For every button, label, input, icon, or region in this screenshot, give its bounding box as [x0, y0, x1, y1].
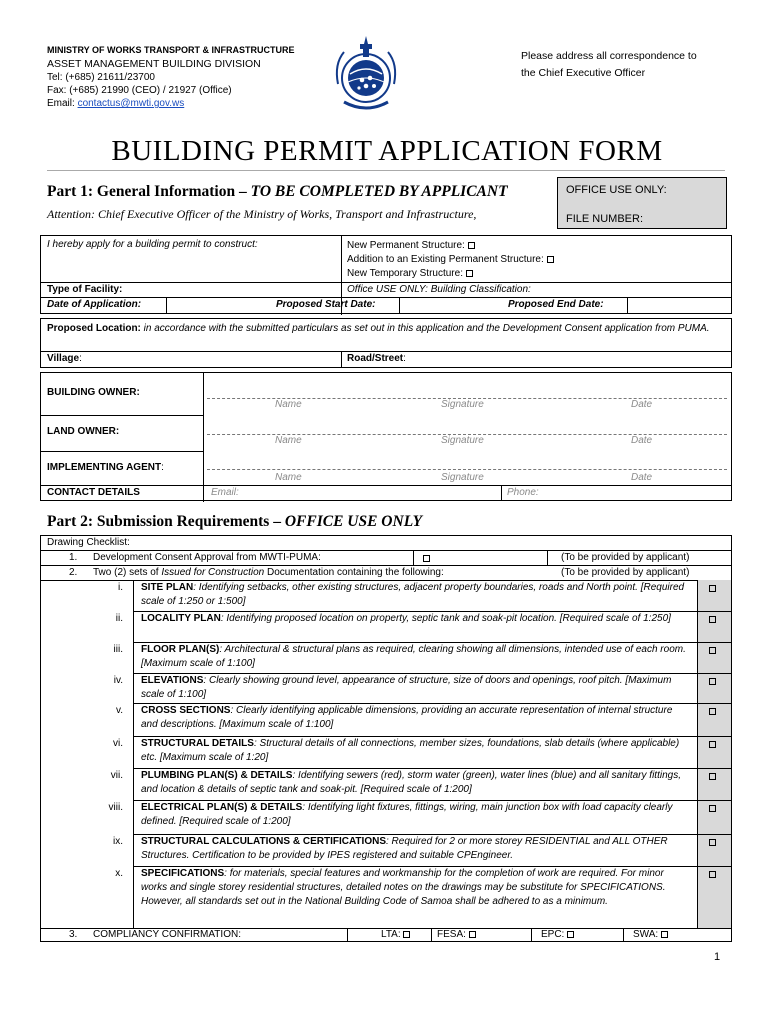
item-construction-documents: Two (2) sets of Issued for Construction Documentation containing the following:	[93, 567, 444, 578]
building-owner-label: BUILDING OWNER:	[47, 387, 140, 398]
implementing-agent-line[interactable]	[207, 469, 727, 470]
page-number: 1	[714, 951, 721, 963]
checkbox[interactable]	[709, 805, 716, 812]
division-name: ASSET MANAGEMENT BUILDING DIVISION	[47, 58, 261, 70]
checklist-heading: Drawing Checklist:	[47, 537, 130, 548]
letterhead	[47, 44, 327, 110]
checkbox[interactable]	[547, 256, 554, 263]
file-number-label: FILE NUMBER:	[566, 213, 644, 225]
email-link[interactable]: contactus@mwti.gov.ws	[77, 98, 185, 109]
fesa-check[interactable]: FESA:	[437, 929, 476, 940]
date-of-application-label: Date of Application:	[47, 299, 142, 310]
checkbox[interactable]	[567, 931, 574, 938]
office-use-label: OFFICE USE ONLY:	[566, 184, 667, 196]
construction-type-block	[40, 235, 732, 314]
checkbox[interactable]	[423, 555, 430, 562]
checkbox[interactable]	[469, 931, 476, 938]
checklist-subitem: v. CROSS SECTIONS: Clearly identifying applicable dimensions, providing an accurate representation of internal structure and descriptions. [Maximum scale of 1:100]	[41, 703, 731, 736]
part1-heading: Part 1: General Information – TO BE COMPLETED BY APPLICANT	[47, 183, 508, 200]
lta-check[interactable]: LTA:	[381, 929, 410, 940]
checklist-subitem: viii. ELECTRICAL PLAN(S) & DETAILS: Identifying light fixtures, fittings, wiring, main junction box with load capacity clearly defined. [Required scale of 1:200]	[41, 800, 731, 834]
owners-block: BUILDING OWNER: Name Signature Date LAND OWNER: Name Signature Date IMPLEMENTING AGENT: Name Signature Date CONTACT DETAILS Email: Phone:	[40, 372, 732, 501]
checklist-subitem: vii. PLUMBING PLAN(S) & DETAILS: Identifying sewers (red), storm water (green), water lines (blue) and all sanitary fittings, and location & details of septic tank and soak-pit. [Required scale of 1:200]	[41, 768, 731, 800]
implementing-agent-label: IMPLEMENTING AGENT:	[47, 462, 164, 473]
ministry-name: MINISTRY OF WORKS TRANSPORT & INFRASTRUCTURE	[47, 45, 295, 55]
proposed-location-text: Proposed Location: in accordance with the submitted particulars as set out in this application and the Development Consent application from PUMA.	[47, 323, 710, 334]
checkbox[interactable]	[709, 647, 716, 654]
checklist-subitem: vi. STRUCTURAL DETAILS: Structural details of all connections, member sizes, foundations, slab details (where applicable) etc. [Maximum scale of 1:20]	[41, 736, 731, 768]
checkbox[interactable]	[709, 708, 716, 715]
option-new-temporary[interactable]: New Temporary Structure:	[347, 267, 554, 281]
submission-checklist: Drawing Checklist: 1. Development Consent Approval from MWTI-PUMA: (To be provided by applicant) 2. Two (2) sets of Issued for Construction Documentation containing the following: (To be provided by applicant) i. SITE PLAN: Identifying setbacks, other existing structures, adjacent property boundaries, roads and North point. [Required scale of 1:250 or 1:500] ii. LOCALITY PLAN: Identifying proposed location on property, septic tank and soak-pit location. [Required scale of 1:250] iii. FLOOR PLAN(S): Architectural & structural plans as required, clearing showing all dimensions, intended use of each room.[Maximum scale of 1:100] iv. ELEVATIONS: Clearly showing ground level, appearance of structure, size of doors and openings, roof pitch. [Maximum scale of 1:100] v. CROSS SECTIONS: Clearly identifying applicable dimensions, providing an accurate representation of internal structure and descriptions. [Maximum scale of 1:100] vi. STRUCTURAL DETAILS: Structural details of all connections, member sizes, foundations, slab details (where applicable) etc. [Maximum scale of 1:20] vii. PLUMBING PLAN(S) & DETAILS: Identifying sewers (red), storm water (green), water lines (blue) and all sanitary fittings, and location & details of septic tank and soak-pit. [Required scale of 1:200] viii. ELECTRICAL PLAN(S) & DETAILS: Identifying light fixtures, fittings, wiring, main junction box with load capacity clearly defined. [Required scale of 1:200] ix. STRUCTURAL CALCULATIONS & CERTIFICATIONS: Required for 2 or more storey RESIDENTIAL and ALL OTHER Structures. Certification to be provided by IPES registered and suitable CPEngineer. x. SPECIFICATIONS: for materials, special features and workmanship for the completion of work are required. For minor works and single storey residential structures, detailed notes on the drawings may be substitute for SPECIFICATIONS. However, all standards set out in the National Building Code of Samoa shall be adhered to as a minimum. 3. COMPLIANCY CONFIRMATION: LTA: FESA: EPC: SWA:	[40, 535, 732, 942]
compliancy-confirmation-label: COMPLIANCY CONFIRMATION:	[93, 929, 241, 940]
proposed-start-date-label: Proposed Start Date:	[276, 299, 376, 310]
apply-statement: I hereby apply for a building permit to construct:	[47, 239, 258, 250]
village-label: Village:	[47, 353, 82, 364]
swa-check[interactable]: SWA:	[633, 929, 668, 940]
part2-heading: Part 2: Submission Requirements – OFFICE USE ONLY	[47, 513, 423, 530]
checkbox[interactable]	[661, 931, 668, 938]
checkbox[interactable]	[403, 931, 410, 938]
email-input[interactable]: Email:	[211, 487, 239, 498]
checkbox[interactable]	[709, 616, 716, 623]
type-of-facility-label: Type of Facility:	[47, 284, 123, 295]
checkbox[interactable]	[709, 585, 716, 592]
item-development-consent: Development Consent Approval from MWTI-PUMA:	[93, 552, 321, 563]
samoa-coat-of-arms-emblem	[330, 34, 402, 114]
title-divider	[47, 170, 725, 171]
checkbox[interactable]	[709, 773, 716, 780]
fax: Fax: (+685) 21990 (CEO) / 21927 (Office)	[47, 85, 232, 96]
email-line: Email: contactus@mwti.gov.ws	[47, 98, 185, 109]
checkbox[interactable]	[468, 242, 475, 249]
proposed-end-date-label: Proposed End Date:	[508, 299, 604, 310]
epc-check[interactable]: EPC:	[541, 929, 574, 940]
telephone: Tel: (+685) 21611/23700	[47, 72, 155, 83]
checklist-subitem: iv. ELEVATIONS: Clearly showing ground level, appearance of structure, size of doors and openings, roof pitch. [Maximum scale of 1:100]	[41, 673, 731, 703]
option-addition-existing[interactable]: Addition to an Existing Permanent Structure:	[347, 253, 554, 267]
checklist-subitem: i. SITE PLAN: Identifying setbacks, other existing structures, adjacent property boundaries, roads and North point. [Required scale of 1:250 or 1:500]	[41, 580, 731, 611]
checkbox[interactable]	[709, 678, 716, 685]
correspondence-note: Please address all correspondence to the Chief Executive Officer	[521, 50, 697, 79]
building-classification-label: Office USE ONLY: Building Classification:	[347, 284, 531, 295]
land-owner-label: LAND OWNER:	[47, 426, 120, 437]
office-use-box	[557, 177, 727, 229]
location-block	[40, 318, 732, 368]
checklist-subitem: ix. STRUCTURAL CALCULATIONS & CERTIFICATIONS: Required for 2 or more storey RESIDENTIAL and ALL OTHER Structures. Certification to be provided by IPES registered and suitable CPEngineer.	[41, 834, 731, 866]
checkbox[interactable]	[709, 839, 716, 846]
phone-input[interactable]: Phone:	[507, 487, 539, 498]
contact-details-label: CONTACT DETAILS	[47, 487, 140, 498]
page-title: BUILDING PERMIT APPLICATION FORM	[111, 135, 663, 167]
checklist-subitem: ii. LOCALITY PLAN: Identifying proposed location on property, septic tank and soak-pit location. [Required scale of 1:250]	[41, 611, 731, 642]
road-street-label: Road/Street:	[347, 353, 406, 364]
structure-options	[347, 239, 554, 281]
checkbox[interactable]	[709, 741, 716, 748]
checkbox[interactable]	[466, 270, 473, 277]
checkbox[interactable]	[709, 871, 716, 878]
option-new-permanent[interactable]: New Permanent Structure:	[347, 239, 554, 253]
checklist-subitem: iii. FLOOR PLAN(S): Architectural & structural plans as required, clearing showing all dimensions, intended use of each room.[Maximum scale of 1:100]	[41, 642, 731, 673]
attention-line: Attention: Chief Executive Officer of the Ministry of Works, Transport and Infrastructure,	[47, 207, 477, 221]
checklist-subitem: x. SPECIFICATIONS: for materials, special features and workmanship for the completion of work are required. For minor works and single storey residential structures, detailed notes on the drawings may be substitute for SPECIFICATIONS. However, all standards set out in the National Building Code of Samoa shall be adhered to as a minimum.	[41, 866, 731, 928]
